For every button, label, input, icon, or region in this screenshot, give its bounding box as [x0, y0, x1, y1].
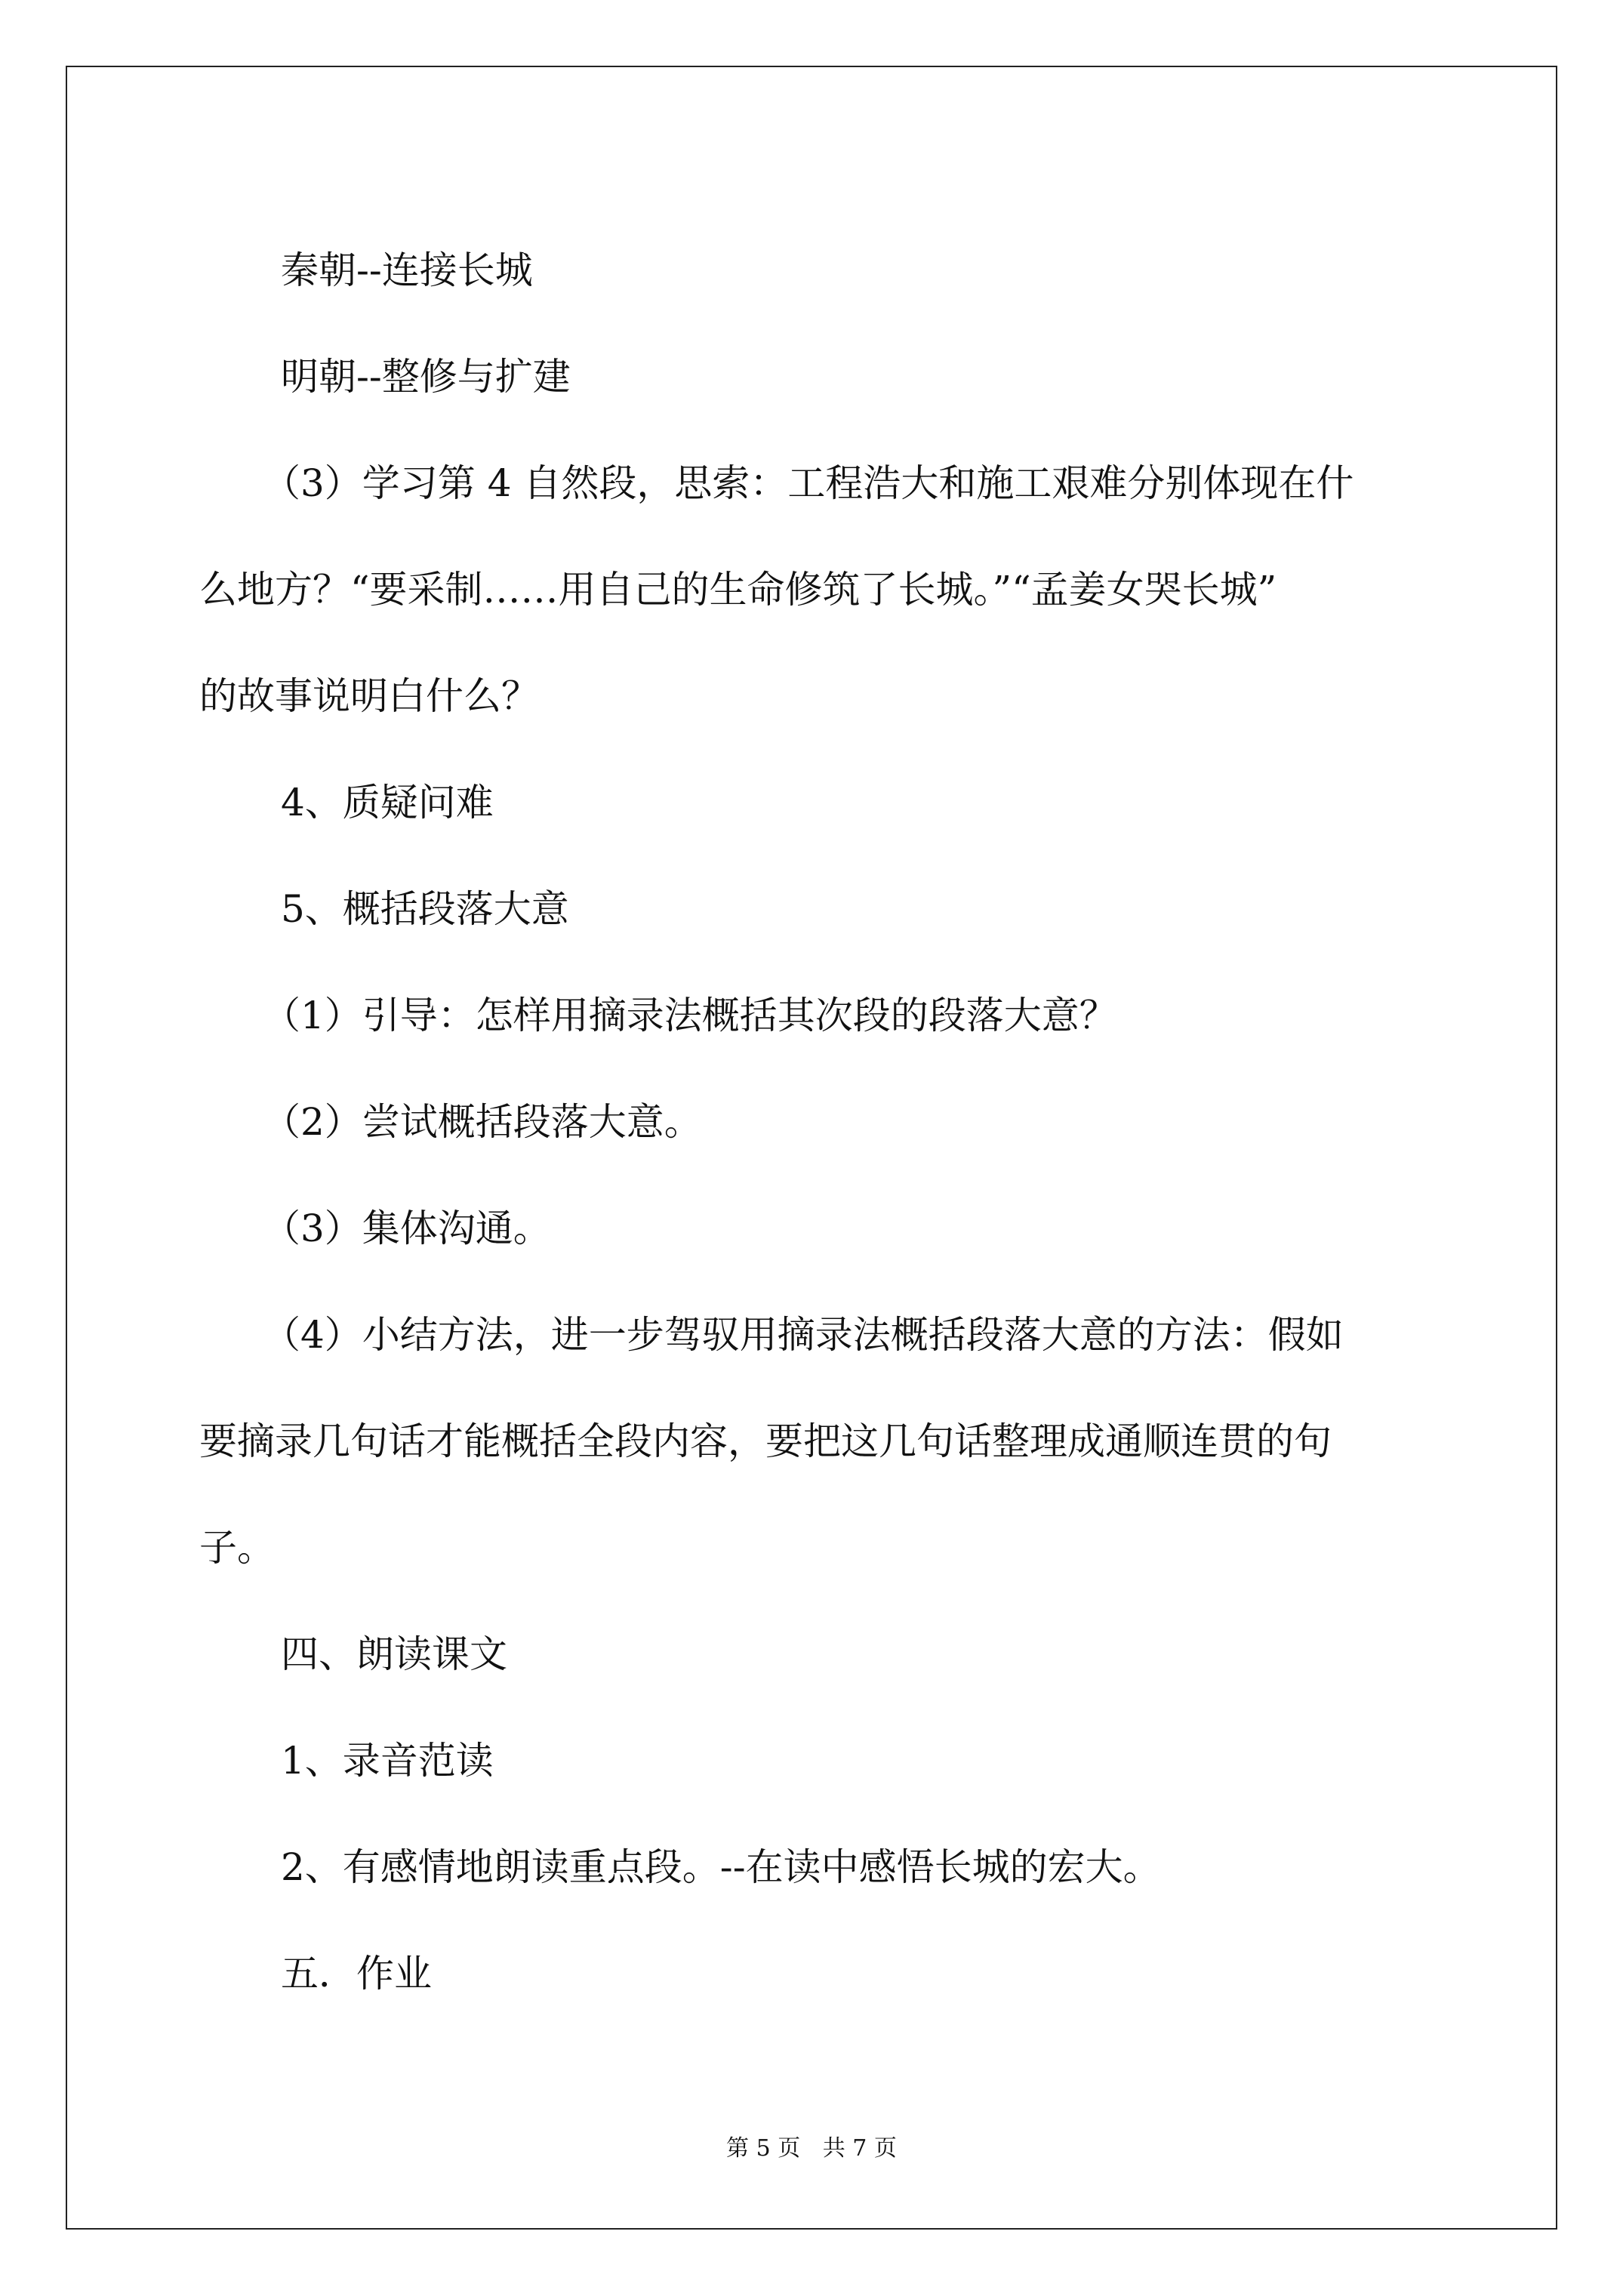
text-line: 么地方？“要采制……用自己的生命修筑了长城。”“孟姜女哭长城” [199, 568, 1277, 612]
text-line: 秦朝--连接长城 [281, 248, 533, 292]
text-line: 5、概括段落大意 [281, 887, 569, 931]
text-line: （3）学习第 4 自然段，思索：工程浩大和施工艰难分别体现在什 [263, 461, 1354, 505]
text-line: 子。 [199, 1526, 275, 1570]
text-line: 明朝--整修与扩建 [281, 355, 571, 399]
text-line: （2）尝试概括段落大意。 [263, 1100, 702, 1144]
text-line: 2、有感情地朗读重点段。--在读中感悟长城的宏大。 [281, 1845, 1161, 1889]
text-line: 要摘录几句话才能概括全段内容，要把这几句话整理成通顺连贯的句 [199, 1419, 1332, 1463]
page-number: 第 5 页 [726, 2135, 801, 2162]
document-body [199, 217, 1422, 2027]
text-line: 4、质疑问难 [281, 781, 494, 824]
page-total: 共 7 页 [822, 2135, 897, 2162]
text-line: 1、录音范读 [281, 1739, 494, 1783]
text-line: （4）小结方法，进一步驾驭用摘录法概括段落大意的方法：假如 [263, 1313, 1344, 1357]
page-footer [0, 2134, 1623, 2164]
section-heading: 四、朗读课文 [281, 1632, 507, 1676]
text-line: （1）引导：怎样用摘录法概括其次段的段落大意？ [263, 994, 1117, 1037]
section-heading: 五．作业 [281, 1952, 432, 1996]
text-line: 的故事说明白什么？ [199, 674, 539, 718]
text-line: （3）集体沟通。 [263, 1207, 551, 1250]
